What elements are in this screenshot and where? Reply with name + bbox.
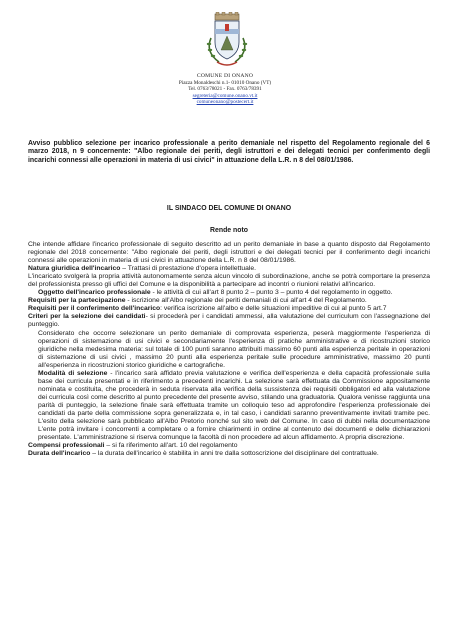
durata-paragraph	[28, 450, 430, 458]
natura-paragraph	[28, 265, 430, 273]
intro-paragraph: Che intende affidare l'incarico professionale di seguito descritto ad un perito demaniale in base a quanto disposto dal Regolamento regionale del 2018 concernente: "Albo regionale dei periti, degli istruttori e dei delegati tecnici per il conferimento degli incarichi connessi alle operazioni in materia di usi civici in attuazione della L.R. n 8 del 08/01/1986.	[28, 241, 430, 265]
req-part-label: Requisiti per la partecipazione	[28, 297, 126, 305]
comune-email-link[interactable]: segreteria@comune.onano.vt.it	[192, 92, 258, 99]
req-conf-paragraph	[28, 305, 430, 313]
natura-label: Natura giuridica dell'incarico	[28, 265, 121, 273]
comune-phone: Tel. 0763/78021 - Fax. 0763/78391	[188, 86, 262, 93]
comune-name: COMUNE DI ONANO	[196, 73, 254, 79]
compensi-label: Compensi professionali	[28, 442, 105, 450]
considerato-paragraph: Considerato che occorre selezionare un perito demaniale di comprovata esperienza, peserà maggiormente l'esperienza di operazioni di sistemazione di usi civici e secondariamente l'esperienza di pratiche amministrative e di ricostruzioni storico giuridiche nella medesima materia: sul totale di 100 punti saranno attribuiti massimo 60 punti alla esperienza peritale in operazioni di sistemazione di usi civici , massimo 20 punti alla esperienza peritale sulle procedure amministrative, massimo 20 punti all'esperienza in ricostruzioni storico giuridiche e cartografiche.	[38, 329, 430, 369]
modalita-paragraph	[28, 370, 430, 442]
req-conf-label: Requisiti per il conferimento dell'incarico	[28, 305, 161, 313]
req-part-text: - iscrizione all'Albo regionale dei periti demaniali di cui all'art 4 del Regolamento.	[125, 297, 367, 305]
oggetto-paragraph	[28, 289, 430, 297]
municipal-crest-emblem	[201, 12, 253, 72]
avviso-heading: Avviso pubblico selezione per incarico professionale a perito demaniale nel rispetto del Regolamento regionale del 6 marzo 2018, n 9 concernente: "Albo regionale dei periti, degli istruttori e dei delegati tecnici per conferimento degli incarichi connessi alle operazioni in materia di usi civici" in attuazione della L.R. n 8 del 08/01/1986.	[28, 140, 430, 164]
criteri-label: Criteri per la selezione dei candidati	[28, 313, 146, 321]
compensi-paragraph	[28, 442, 430, 450]
req-conf-text: : verifica iscrizione all'albo e delle situazioni impeditive di cui al punto 5 art.7	[160, 305, 387, 313]
req-part-paragraph	[28, 297, 430, 305]
durata-label: Durata dell'incarico	[28, 450, 91, 458]
comune-pec-link[interactable]: comuneonano@postecert.it	[196, 99, 254, 106]
natura-detail: L'incaricato svolgerà la propria attività autonomamente senza alcun vincolo di subordinazione, anche se potrà comportare la presenza del professionista presso gli uffici del Comune e la disponibilità a partecipare ad incontri o riunioni relativi all'incarico.	[28, 273, 430, 289]
oggetto-text: - le attività di cui all'art 8 punto 2 – punto 3 – punto 4 del regolamento in oggetto.	[150, 289, 393, 297]
letterhead	[150, 73, 300, 106]
natura-text: – Trattasi di prestazione d'opera intellettuale.	[120, 265, 257, 273]
durata-text: – la durata dell'incarico è stabilita in anni tre dalla sottoscrizione del disciplinare del contrattuale.	[90, 450, 379, 458]
criteri-paragraph	[28, 313, 430, 329]
modalita-label: Modalità di selezione	[38, 369, 108, 377]
compensi-text: – si fa riferimento all'art. 10 del regolamento	[104, 442, 238, 450]
modalita-text: - l'incarico sarà affidato previa valutazione e verifica dell'esperienza e della capacità professionale sulla base dei curricula presentati e in riferimento a precedenti incarichi. La selezione sarà effettuata da Commissione appositamente nominata e costituita, che procederà in seduta riservata alla verifica della sussistenza dei requisiti obbligatori ed alla valutazione dei curricula così come descritto al punto precedente del presente avviso, stilando una graduatoria. Qualora venisse raggiunta una parità di punteggio, la selezione finale sarà effettuata tramite un colloquio teso ad approfondire l'esperienza professionale dei candidati da parte della commissione sopra generalizzata e, in tal caso, i candidati saranno preventivamente invitati tramite pec. L'esito della selezione sarà pubblicato all'Albo Pretorio nonché sul sito web del Comune. In caso di dubbi nella documentazione L'ente potrà invitare i concorrenti a completare o a fornire chiarimenti in ordine al contenuto dei documenti e delle dichiarazioni presentate. L'amministrazione si riserva comunque la facoltà di non procedere ad alcun affidamento. A propria discrezione.	[38, 369, 430, 442]
criteri-text: - si procederà per i candidati ammessi, alla valutazione del curriculum con l'assegnazione del punteggio.	[28, 313, 430, 329]
notice-body	[28, 241, 430, 458]
rende-noto-title: Rende noto	[210, 227, 248, 234]
sindaco-title: IL SINDACO DEL COMUNE DI ONANO	[166, 205, 292, 212]
oggetto-label: Oggetto dell'incarico professionale	[38, 289, 151, 297]
comune-address: Piazza Monaldeschi n.1- 01010 Onano (VT)	[178, 79, 272, 86]
